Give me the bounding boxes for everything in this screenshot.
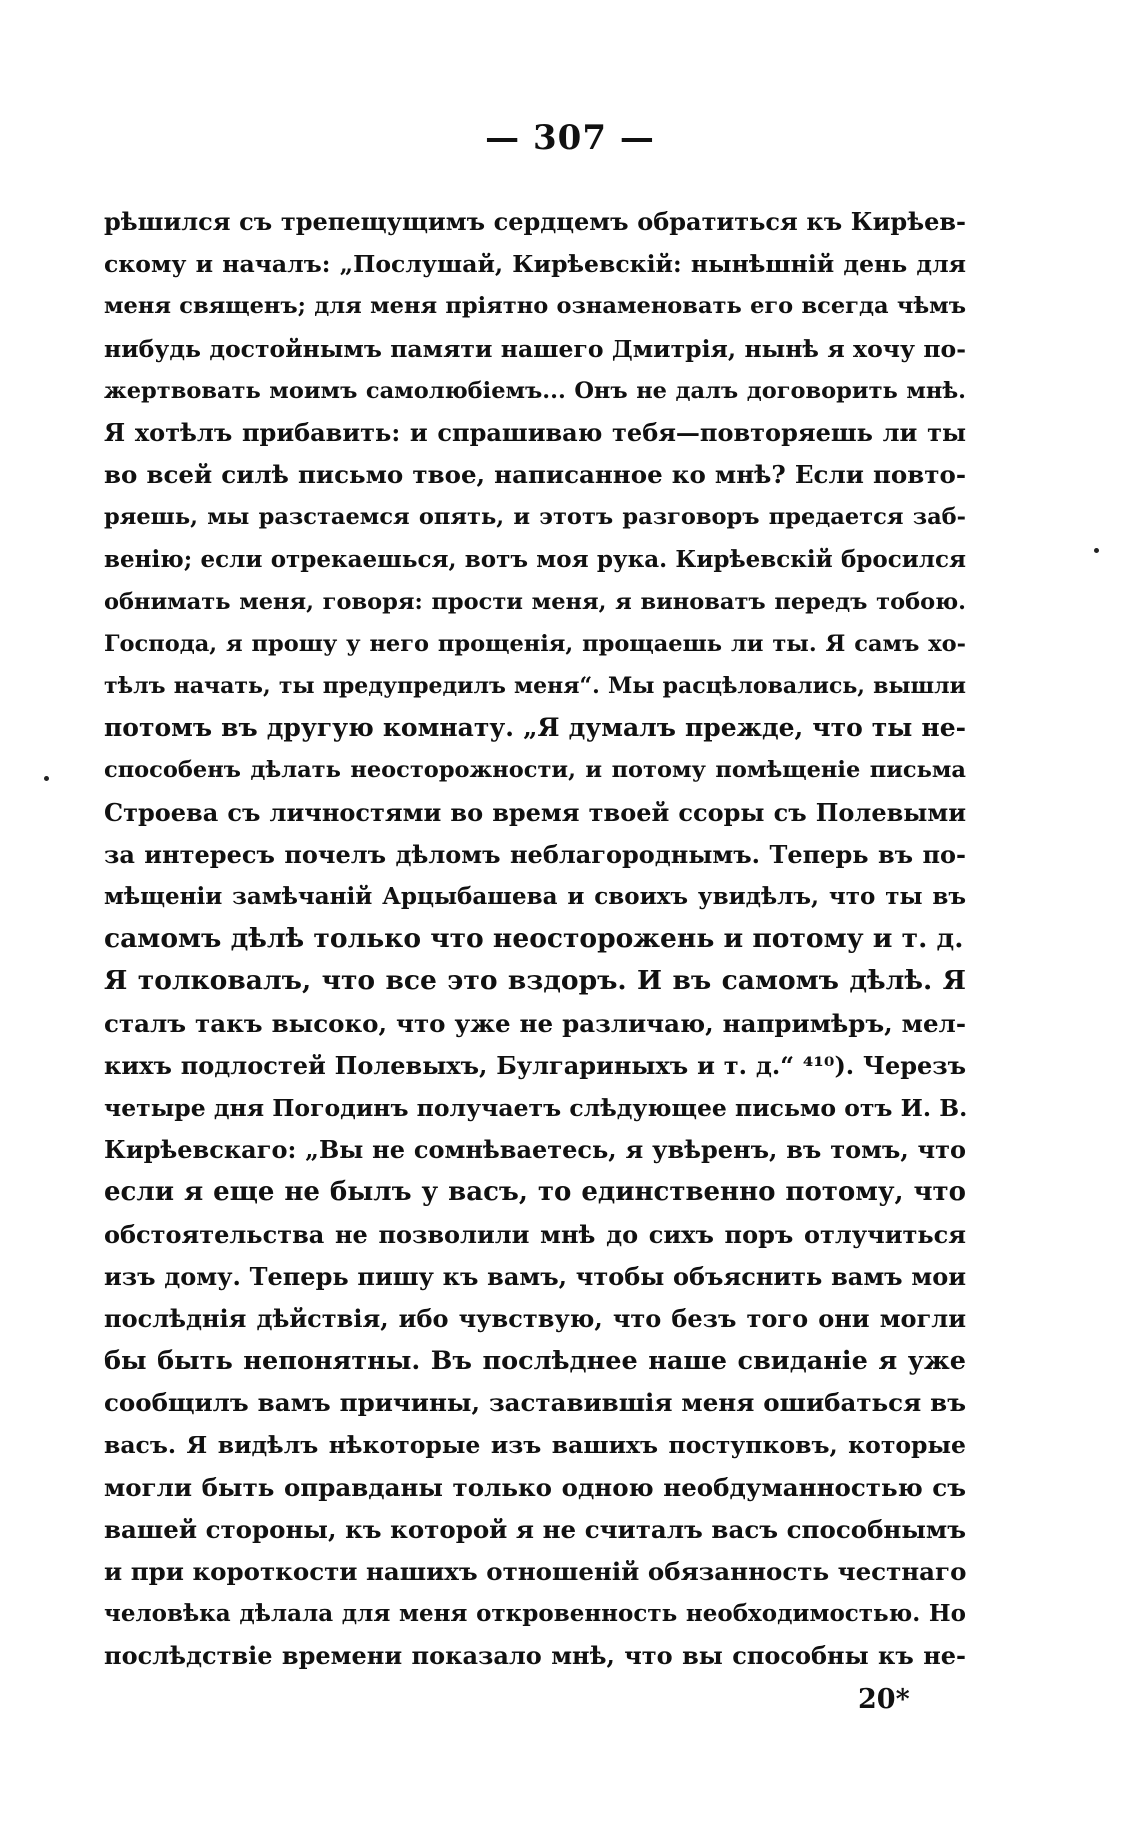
text-line: если я еще не былъ у васъ, то единственно потому, что (104, 1177, 966, 1208)
text-line: нибудь достойнымъ памяти нашего Дмитрія, нынѣ я хочу по- (104, 334, 966, 363)
text-line: Я хотѣлъ прибавить: и спрашиваю тебя—повторяешь ли ты (104, 417, 966, 447)
text-line: вашей стороны, къ которой я не считалъ васъ способнымъ (104, 1514, 966, 1544)
page-number: — 307 — (485, 118, 655, 158)
text-line: Господа, я прошу у него прощенія, прощаешь ли ты. Я самъ хо- (104, 630, 966, 657)
text-line: тѣлъ начать, ты предупредилъ меня“. Мы расцѣловались, вышли (104, 673, 966, 700)
text-line: Строева съ личностями во время твоей ссоры съ Полевыми (104, 797, 966, 827)
text-line: обстоятельства не позволили мнѣ до сихъ поръ отлучиться (104, 1219, 966, 1249)
text-line: и при короткости нашихъ отношеній обязанность честнаго (104, 1557, 967, 1586)
text-line: четыре дня Погодинъ получаетъ слѣдующее письмо отъ И. В. (104, 1093, 968, 1122)
text-line: жертвовать моимъ самолюбіемъ... Онъ не далъ договорить мнѣ. (104, 377, 966, 404)
text-line: обнимать меня, говоря: прости меня, я виноватъ передъ тобою. (104, 588, 966, 615)
text-line: послѣднія дѣйствія, ибо чувствую, что безъ того они могли (104, 1303, 966, 1333)
text-line: во всей силѣ письмо твое, написанное ко мнѣ? Если повто- (104, 460, 966, 490)
text-line: венію; если отрекаешься, вотъ моя рука. Кирѣевскій бросился (104, 545, 966, 573)
text-line: скому и началъ: „Послушай, Кирѣевскій: нынѣшній день для (104, 250, 966, 279)
text-line: бы быть непонятны. Въ послѣднее наше свиданіе я уже (104, 1346, 966, 1377)
text-line: мѣщеніи замѣчаній Арцыбашева и своихъ увидѣлъ, что ты въ (104, 883, 966, 910)
text-line: изъ дому. Теперь пишу къ вамъ, чтобы объяснить вамъ мои (104, 1261, 966, 1291)
print-speck (1094, 548, 1099, 553)
text-line: ряешь, мы разстаемся опять, и этотъ разговоръ предается заб- (104, 504, 966, 531)
signature-mark: 20* (858, 1684, 910, 1715)
body-text (104, 201, 966, 1678)
text-line: могли быть оправданы только одною необдуманностью съ (104, 1472, 966, 1502)
text-line: за интересъ почелъ дѣломъ неблагороднымъ. Теперь въ по- (104, 839, 966, 869)
text-line: васъ. Я видѣлъ нѣкоторые изъ вашихъ поступковъ, которые (104, 1431, 966, 1460)
text-line: способенъ дѣлать неосторожности, и потому помѣщеніе письма (104, 757, 966, 784)
print-speck (44, 776, 49, 781)
text-line: Я толковалъ, что все это вздоръ. И въ самомъ дѣлѣ. Я (104, 965, 966, 997)
text-line: самомъ дѣлѣ только что неосторожень и потому и т. д. (104, 923, 964, 955)
text-line: человѣка дѣлала для меня откровенность необходимостью. Но (104, 1600, 966, 1628)
text-line: сообщилъ вамъ причины, заставившія меня ошибаться въ (104, 1388, 966, 1418)
text-line: сталъ такъ высоко, что уже не различаю, напримѣръ, мел- (104, 1008, 966, 1038)
text-line: рѣшился съ трепещущимъ сердцемъ обратиться къ Кирѣев- (104, 207, 966, 236)
text-line: меня священъ; для меня пріятно ознаменовать его всегда чѣмъ (104, 293, 966, 320)
text-line: Кирѣевскаго: „Вы не сомнѣваетесь, я увѣренъ, въ томъ, что (104, 1135, 966, 1165)
text-line: послѣдствіе времени показало мнѣ, что вы способны къ не- (104, 1641, 966, 1671)
text-line: кихъ подлостей Полевыхъ, Булгариныхъ и т. д.“ ⁴¹⁰). Черезъ (104, 1050, 966, 1080)
text-line: потомъ въ другую комнату. „Я думалъ прежде, что ты не- (104, 713, 966, 743)
